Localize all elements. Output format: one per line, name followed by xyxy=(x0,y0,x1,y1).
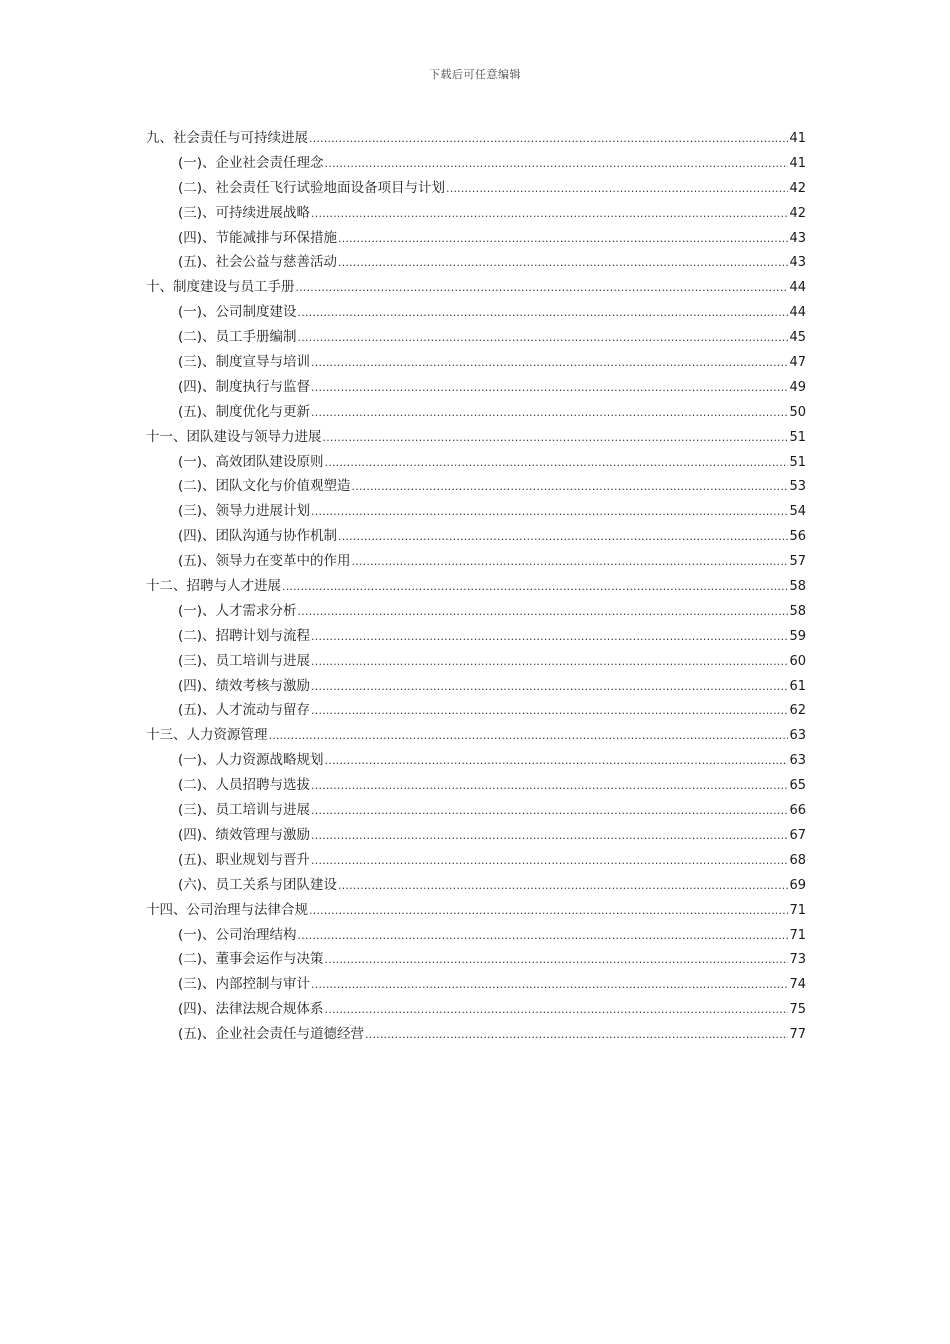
toc-entry-label: (五)、职业规划与晋升 xyxy=(178,851,311,868)
toc-page-number: 68 xyxy=(789,852,806,868)
toc-entry-label: (六)、员工关系与团队建设 xyxy=(178,876,338,893)
toc-entry-label: (四)、节能减排与环保措施 xyxy=(178,229,338,246)
toc-dot-leader xyxy=(311,799,788,824)
toc-entry-label: 十二、招聘与人才进展 xyxy=(146,578,281,595)
toc-section-entry[interactable] xyxy=(146,450,806,475)
toc-entry-label: (四)、法律法规合规体系 xyxy=(178,1001,324,1018)
toc-section-entry[interactable] xyxy=(146,151,806,176)
toc-page-number: 57 xyxy=(789,554,806,570)
toc-chapter-entry[interactable] xyxy=(146,898,806,923)
toc-dot-leader xyxy=(311,376,788,401)
toc-dot-leader xyxy=(269,724,789,749)
toc-entry-label: 十一、团队建设与领导力进展 xyxy=(146,428,322,445)
toc-page-number: 49 xyxy=(789,379,806,395)
toc-page-number: 71 xyxy=(789,927,806,943)
toc-dot-leader xyxy=(296,276,789,301)
toc-dot-leader xyxy=(338,525,788,550)
toc-section-entry[interactable] xyxy=(146,524,806,549)
toc-dot-leader xyxy=(311,650,788,675)
toc-page-number: 41 xyxy=(789,155,806,171)
toc-entry-label: (一)、人力资源战略规划 xyxy=(178,752,324,769)
toc-entry-label: (四)、制度执行与监督 xyxy=(178,378,311,395)
toc-dot-leader xyxy=(298,301,789,326)
toc-dot-leader xyxy=(311,699,788,724)
toc-entry-label: (二)、董事会运作与决策 xyxy=(178,951,324,968)
toc-entry-label: (一)、企业社会责任理念 xyxy=(178,154,324,171)
toc-section-entry[interactable] xyxy=(146,972,806,997)
toc-page-number: 63 xyxy=(789,753,806,769)
toc-page-number: 54 xyxy=(789,504,806,520)
toc-section-entry[interactable] xyxy=(146,499,806,524)
toc-entry-label: (一)、人才需求分析 xyxy=(178,602,297,619)
toc-dot-leader xyxy=(352,475,789,500)
toc-dot-leader xyxy=(298,600,789,625)
toc-entry-label: (三)、员工培训与进展 xyxy=(178,652,311,669)
toc-page-number: 65 xyxy=(789,778,806,794)
toc-section-entry[interactable] xyxy=(146,1022,806,1047)
toc-dot-leader xyxy=(338,251,788,276)
toc-dot-leader xyxy=(323,426,789,451)
toc-section-entry[interactable] xyxy=(146,375,806,400)
toc-section-entry[interactable] xyxy=(146,300,806,325)
toc-page-number: 73 xyxy=(789,952,806,968)
toc-dot-leader xyxy=(282,575,788,600)
toc-page-number: 51 xyxy=(789,429,806,445)
toc-dot-leader xyxy=(446,177,788,202)
toc-dot-leader xyxy=(325,998,789,1023)
toc-dot-leader xyxy=(325,451,789,476)
toc-chapter-entry[interactable] xyxy=(146,723,806,748)
table-of-contents xyxy=(146,126,806,1047)
toc-dot-leader xyxy=(311,973,788,998)
toc-page-number: 60 xyxy=(789,653,806,669)
toc-section-entry[interactable] xyxy=(146,624,806,649)
toc-chapter-entry[interactable] xyxy=(146,126,806,151)
toc-chapter-entry[interactable] xyxy=(146,275,806,300)
toc-page-number: 67 xyxy=(789,827,806,843)
toc-entry-label: (五)、领导力在变革中的作用 xyxy=(178,553,351,570)
toc-dot-leader xyxy=(365,1023,788,1048)
toc-entry-label: (三)、内部控制与审计 xyxy=(178,976,311,993)
toc-dot-leader xyxy=(325,152,789,177)
toc-entry-label: 十三、人力资源管理 xyxy=(146,727,268,744)
toc-entry-label: 九、社会责任与可持续进展 xyxy=(146,130,308,146)
toc-section-entry[interactable] xyxy=(146,549,806,574)
toc-section-entry[interactable] xyxy=(146,823,806,848)
toc-page-number: 44 xyxy=(789,305,806,321)
toc-section-entry[interactable] xyxy=(146,947,806,972)
toc-section-entry[interactable] xyxy=(146,748,806,773)
toc-section-entry[interactable] xyxy=(146,176,806,201)
toc-section-entry[interactable] xyxy=(146,997,806,1022)
toc-entry-label: (四)、团队沟通与协作机制 xyxy=(178,528,338,545)
toc-dot-leader xyxy=(311,675,788,700)
toc-entry-label: (一)、公司制度建设 xyxy=(178,304,297,321)
toc-page-number: 44 xyxy=(789,280,806,296)
toc-page-number: 50 xyxy=(789,404,806,420)
toc-section-entry[interactable] xyxy=(146,873,806,898)
toc-dot-leader xyxy=(338,227,788,252)
toc-chapter-entry[interactable] xyxy=(146,574,806,599)
toc-entry-label: (二)、团队文化与价值观塑造 xyxy=(178,478,351,495)
toc-section-entry[interactable] xyxy=(146,923,806,948)
toc-dot-leader xyxy=(352,550,789,575)
toc-dot-leader xyxy=(298,326,789,351)
toc-entry-label: (三)、领导力进展计划 xyxy=(178,503,311,520)
toc-dot-leader xyxy=(311,351,788,376)
toc-page-number: 74 xyxy=(789,977,806,993)
toc-entry-label: (二)、社会责任飞行试验地面设备项目与计划 xyxy=(178,179,446,196)
toc-entry-label: (四)、绩效考核与激励 xyxy=(178,677,311,694)
toc-dot-leader xyxy=(311,824,788,849)
toc-page-number: 75 xyxy=(789,1002,806,1018)
toc-section-entry[interactable] xyxy=(146,474,806,499)
toc-dot-leader xyxy=(325,749,789,774)
toc-entry-label: (五)、企业社会责任与道德经营 xyxy=(178,1026,365,1043)
toc-page-number: 41 xyxy=(789,131,806,146)
toc-entry-label: (三)、员工培训与进展 xyxy=(178,802,311,819)
toc-entry-label: (二)、人员招聘与选拔 xyxy=(178,777,311,794)
toc-dot-leader xyxy=(309,127,788,152)
toc-section-entry[interactable] xyxy=(146,698,806,723)
toc-section-entry[interactable] xyxy=(146,400,806,425)
toc-page-number: 42 xyxy=(789,180,806,196)
toc-section-entry[interactable] xyxy=(146,350,806,375)
toc-entry-label: (二)、员工手册编制 xyxy=(178,329,297,346)
toc-dot-leader xyxy=(298,924,789,949)
toc-dot-leader xyxy=(311,500,788,525)
toc-entry-label: (五)、人才流动与留存 xyxy=(178,702,311,719)
toc-page-number: 63 xyxy=(789,728,806,744)
toc-page-number: 56 xyxy=(789,529,806,545)
toc-page-number: 71 xyxy=(789,902,806,918)
toc-page-number: 61 xyxy=(789,678,806,694)
toc-dot-leader xyxy=(311,774,788,799)
toc-section-entry[interactable] xyxy=(146,226,806,251)
toc-dot-leader xyxy=(338,874,788,899)
toc-dot-leader xyxy=(311,401,788,426)
toc-entry-label: 十四、公司治理与法律合规 xyxy=(146,901,308,918)
toc-entry-label: (三)、可持续进展战略 xyxy=(178,204,311,221)
toc-page-number: 58 xyxy=(789,579,806,595)
toc-chapter-entry[interactable] xyxy=(146,425,806,450)
toc-section-entry[interactable] xyxy=(146,599,806,624)
toc-entry-label: (三)、制度宣导与培训 xyxy=(178,354,311,371)
toc-page-number: 47 xyxy=(789,355,806,371)
toc-entry-label: (五)、制度优化与更新 xyxy=(178,403,311,420)
toc-page-number: 43 xyxy=(789,230,806,246)
toc-entry-label: (四)、绩效管理与激励 xyxy=(178,826,311,843)
toc-entry-label: (一)、公司治理结构 xyxy=(178,926,297,943)
toc-section-entry[interactable] xyxy=(146,674,806,699)
toc-page-number: 42 xyxy=(789,205,806,221)
toc-page-number: 45 xyxy=(789,330,806,346)
toc-dot-leader xyxy=(311,625,788,650)
toc-section-entry[interactable] xyxy=(146,848,806,873)
toc-dot-leader xyxy=(325,948,789,973)
toc-page-number: 53 xyxy=(789,479,806,495)
toc-page-number: 66 xyxy=(789,803,806,819)
toc-page-number: 69 xyxy=(789,877,806,893)
toc-page-number: 43 xyxy=(789,255,806,271)
toc-page-number: 59 xyxy=(789,628,806,644)
toc-section-entry[interactable] xyxy=(146,325,806,350)
toc-page-number: 51 xyxy=(789,454,806,470)
page-header: 下载后可任意编辑 xyxy=(429,68,521,81)
toc-dot-leader xyxy=(311,202,788,227)
toc-entry-label: 十、制度建设与员工手册 xyxy=(146,279,295,296)
toc-page-number: 62 xyxy=(789,703,806,719)
toc-page-number: 58 xyxy=(789,603,806,619)
toc-entry-label: (二)、招聘计划与流程 xyxy=(178,627,311,644)
toc-section-entry[interactable] xyxy=(146,773,806,798)
toc-dot-leader xyxy=(309,899,788,924)
toc-page-number: 77 xyxy=(789,1027,806,1043)
toc-entry-label: (五)、社会公益与慈善活动 xyxy=(178,254,338,271)
toc-section-entry[interactable] xyxy=(146,649,806,674)
toc-section-entry[interactable] xyxy=(146,250,806,275)
toc-section-entry[interactable] xyxy=(146,798,806,823)
toc-section-entry[interactable] xyxy=(146,201,806,226)
toc-entry-label: (一)、高效团队建设原则 xyxy=(178,453,324,470)
toc-dot-leader xyxy=(311,849,788,874)
